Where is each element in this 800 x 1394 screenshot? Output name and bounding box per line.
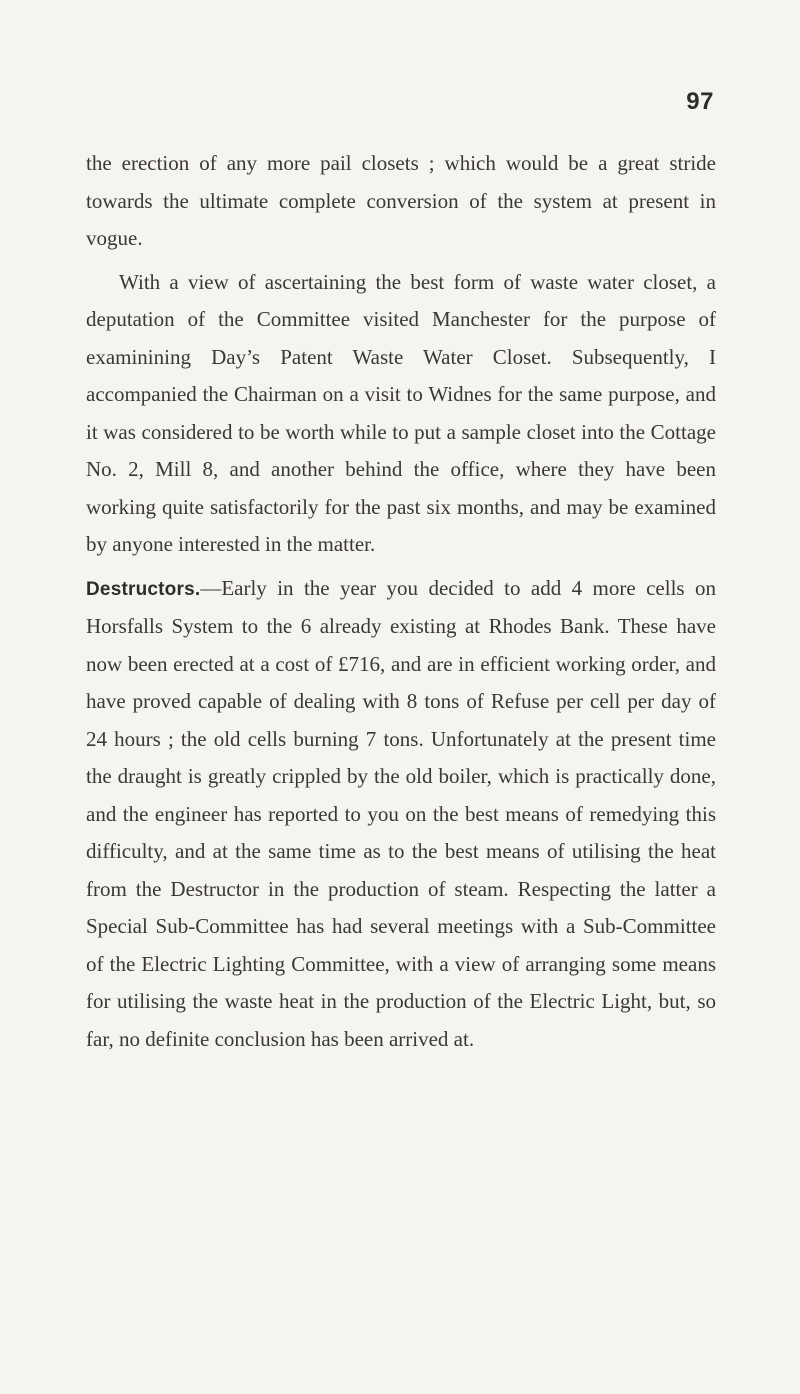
paragraph-waste-water-closet: With a view of ascertaining the best form of waste water closet, a deputation of the Committee visited Manchester for the purpose of examinining Day’s Patent Waste Water Closet. Subsequently, I accompanied the Chairman on a visit to Widnes for the same purpose, and it was considered to be worth while to put a sample closet into the Cottage No. 2, Mill 8, and another behind the office, where they have been working quite satisfactorily for the past six months, and may be examined by anyone interested in the matter. — [86, 269, 716, 556]
paragraph-destructors — [86, 570, 716, 1059]
paragraph-destructors-body: —Early in the year you decided to add 4 more cells on Horsfalls System to the 6 already existing at Rhodes Bank. These have now been erected at a cost of £716, and are in efficient working order, and have proved capable of dealing with 8 tons of Refuse per cell per day of 24 hours ; the old cells burning 7 tons. Unfortunately at the present time the draught is greatly crippled by the old boiler, which is practically done, and the engineer has reported to you on the best means of remedying this difficulty, and at the same time as to the best means of utilising the heat from the Destructor in the production of steam. Respecting the latter a Special Sub-Committee has had several meetings with a Sub-Committee of the Electric Lighting Committee, with a view of arranging some means for utilising the waste heat in the production of the Electric Light, but, so far, no definite conclusion has been arrived at. — [86, 575, 716, 1051]
body-text — [86, 145, 716, 1058]
paragraph-continuation: the erection of any more pail closets ; which would be a great stride towards the ultimate complete conversion of the system at present in vogue. — [86, 151, 716, 250]
page-number: 97 — [686, 88, 714, 115]
section-heading-destructors: Destructors. — [86, 578, 201, 600]
